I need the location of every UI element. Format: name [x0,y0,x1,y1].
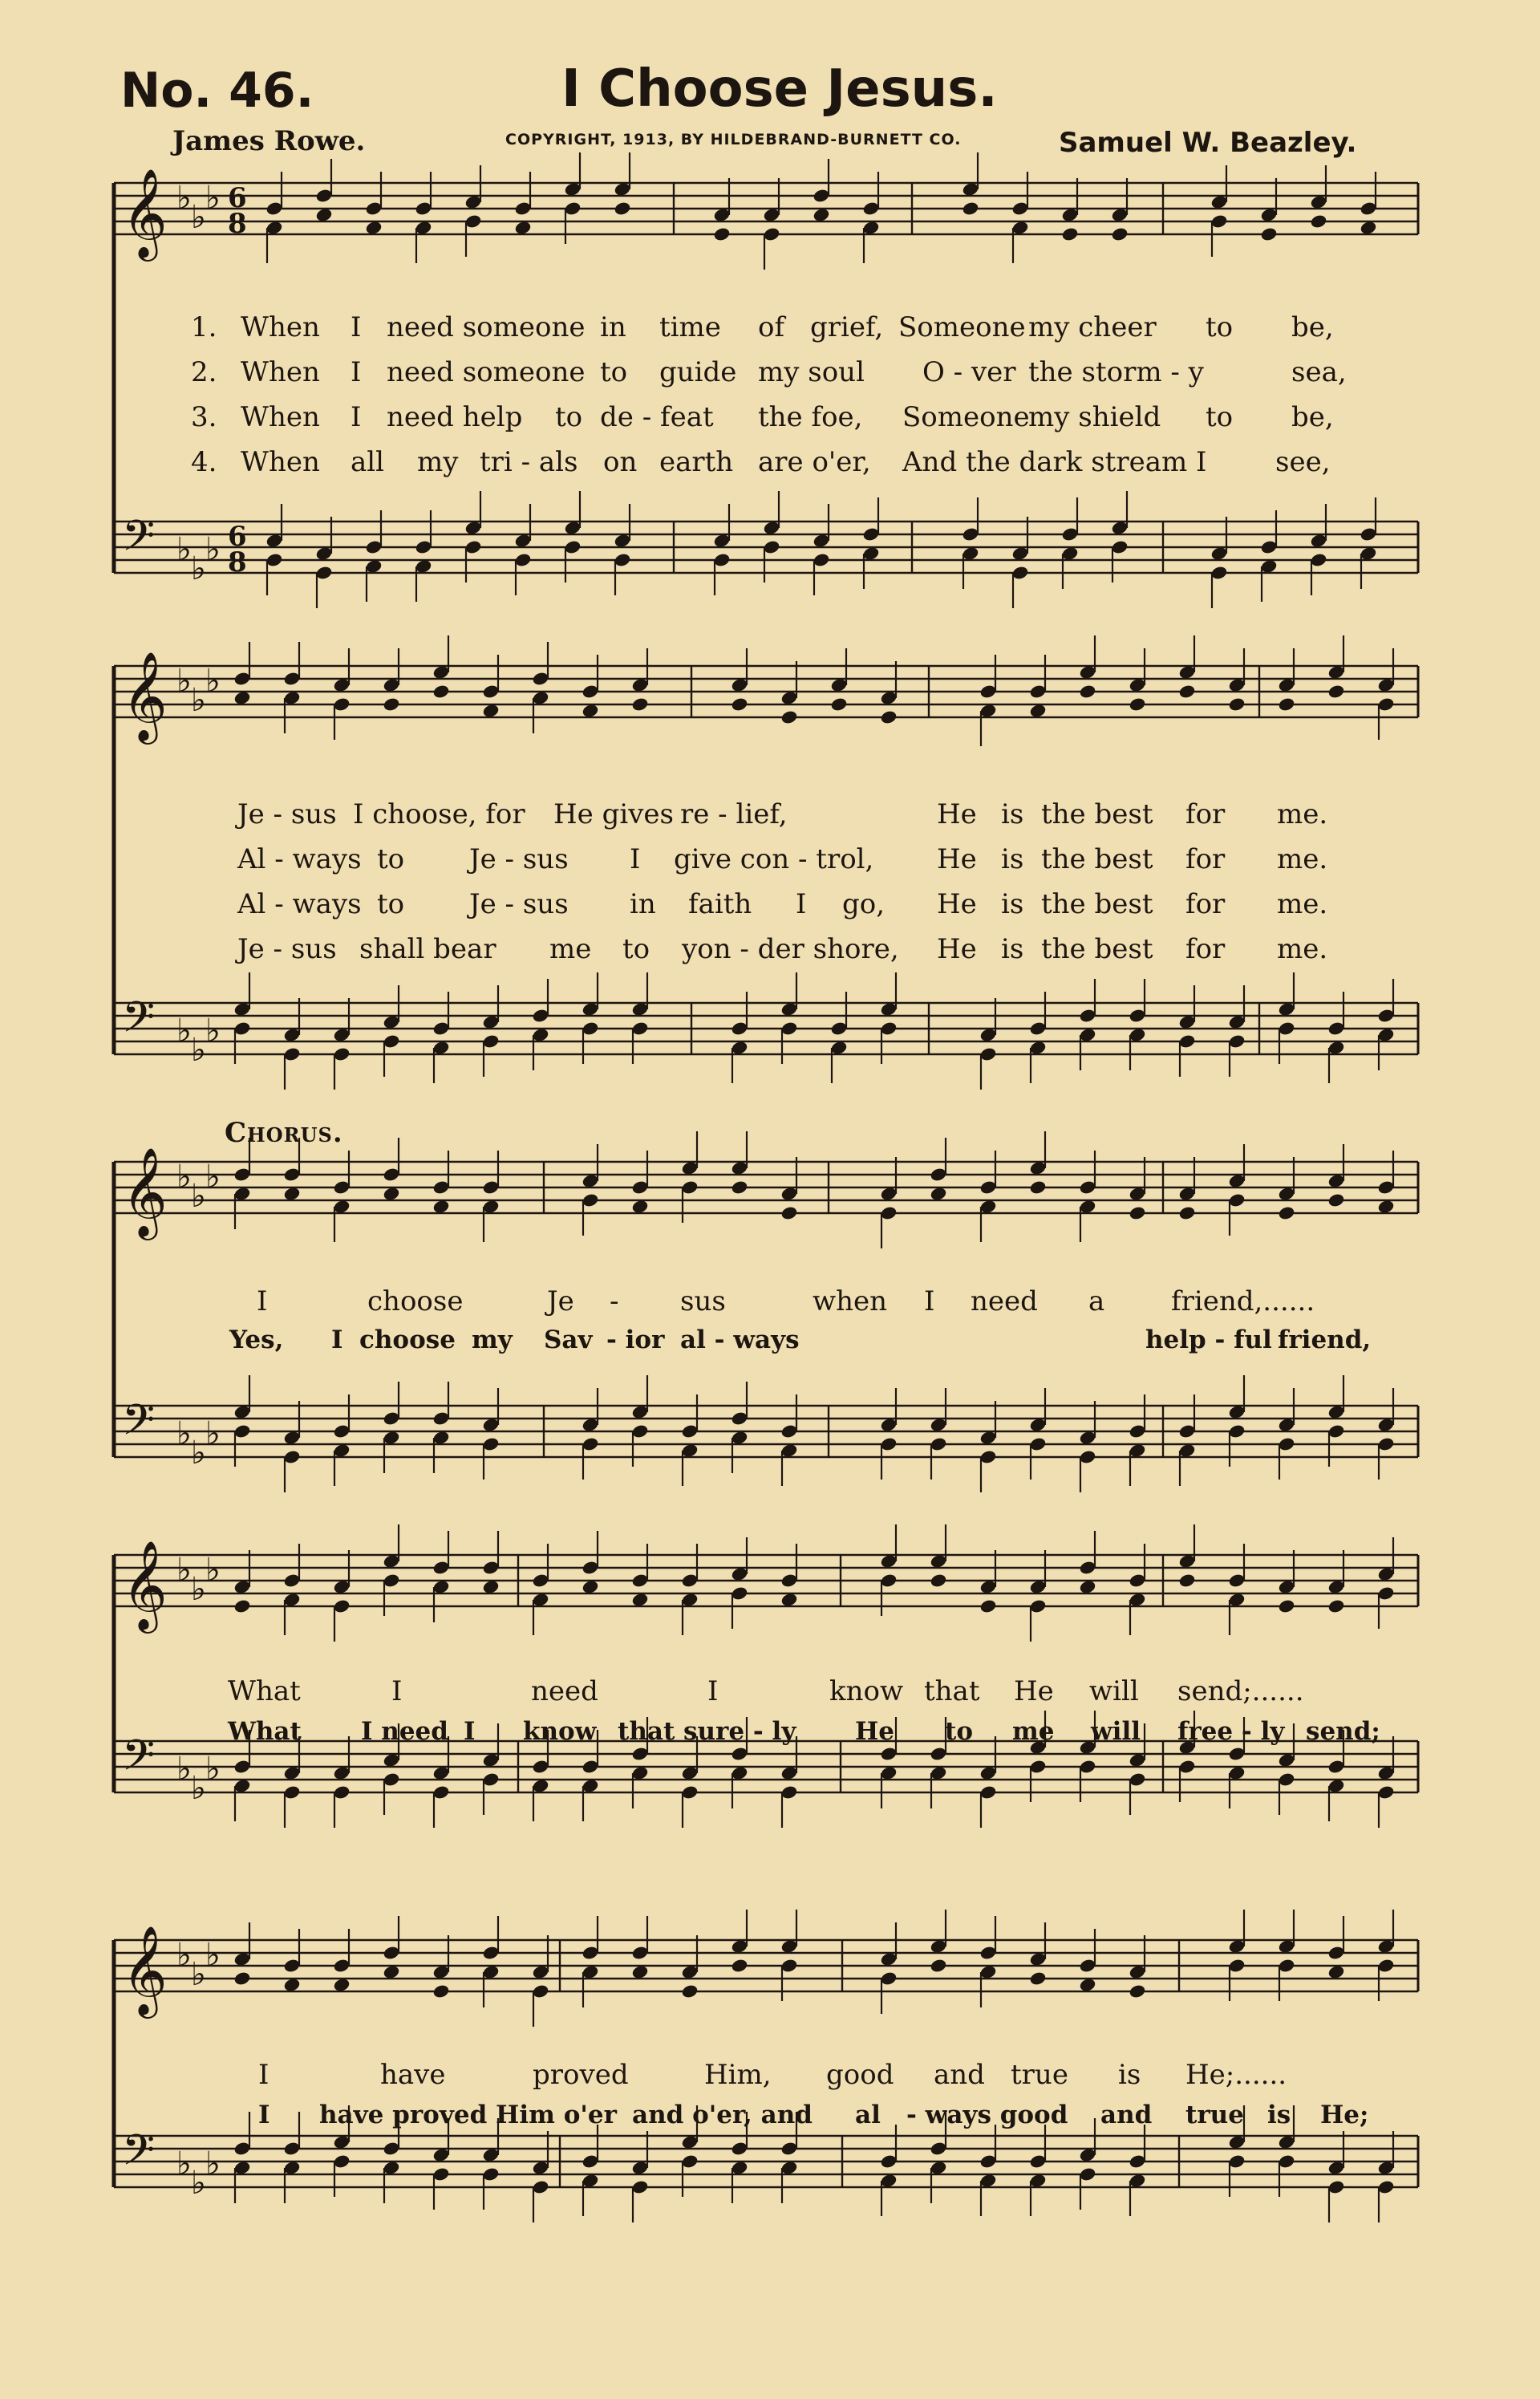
notehead [1178,1205,1197,1221]
notehead [880,709,898,725]
verse-3-system-1: 3. When I need help to de - feat the foe, Someone my shield to be, [191,401,1334,433]
flat-icon: ♭ [176,1013,192,1049]
notehead [962,201,980,217]
treble-clef-icon: 𝄞 [122,1147,168,1236]
chorus-1-lower: Yes, I choose my Sav - ior al - ways help - ful friend, [229,1325,1372,1354]
flat-icon: ♭ [191,1571,206,1608]
flat-icon: ♭ [176,1159,192,1195]
treble-clef-icon: 𝄞 [122,168,168,258]
flat-icon: ♭ [191,682,206,719]
time-signature-top: 6 [228,182,247,214]
notehead [233,1971,252,1987]
copyright-notice: COPYRIGHT, 1913, BY HILDEBRAND-BURNETT CO. [505,131,962,148]
notehead [713,226,732,242]
notehead [979,1598,998,1614]
verse-4-system-1: 4. When all my tri - als on earth are o'er, And the dark stream I see, [191,446,1331,478]
notehead [681,1983,699,1999]
flat-icon: ♭ [176,663,192,700]
notehead [731,1958,749,1974]
verse-2-system-2: Al - ways to Je - sus I give con - trol, He is the best for me. [237,843,1328,875]
flat-icon: ♭ [205,663,221,700]
notehead [1129,1983,1147,1999]
notehead [1260,226,1279,242]
bass-clef-icon: 𝄢 [122,993,156,1053]
treble-clef-icon: 𝄞 [122,1540,168,1630]
notehead [1278,696,1296,712]
flat-icon: ♭ [205,2145,221,2182]
flat-icon: ♭ [205,180,221,217]
notehead [1278,1598,1296,1614]
notehead [930,1958,948,1974]
notehead [1129,1205,1147,1221]
notehead [1327,684,1346,700]
chorus-1-upper: I choose Je - sus when I need a friend,...... [257,1285,1315,1317]
notehead [614,201,632,217]
notehead [1129,696,1147,712]
flat-icon: ♭ [191,2165,206,2202]
flat-icon: ♭ [205,1937,221,1974]
treble-clef-icon: 𝄞 [122,1925,168,2015]
flat-icon: ♭ [191,1435,206,1471]
composer: Samuel W. Beazley. [1059,127,1357,159]
time-signature-top: 6 [228,521,247,553]
flat-icon: ♭ [176,180,192,217]
notehead [383,696,401,712]
notehead [1061,226,1080,242]
flat-icon: ♭ [205,1415,221,1452]
notehead [432,1983,451,1999]
verse-3-system-2: Al - ways to Je - sus in faith I go, He is the best for me. [237,888,1328,920]
bass-clef-icon: 𝄢 [122,1396,156,1455]
verse-4-system-2: Je - sus shall bear me to yon - der shore, He is the best for me. [237,933,1328,965]
flat-icon: ♭ [176,1415,192,1452]
chorus-label: Chorus. [225,1117,343,1149]
time-signature-bottom: 8 [228,546,247,578]
flat-icon: ♭ [191,1956,206,1993]
notehead [1278,1205,1296,1221]
lyricist: James Rowe. [172,125,366,157]
flat-icon: ♭ [205,1552,221,1589]
chorus-3-upper: I have proved Him, good and true is He;...... [258,2059,1287,2091]
notehead [930,1573,948,1589]
flat-icon: ♭ [176,1751,192,1788]
chorus-2-lower: What I need I know that sure - ly He to me will free - ly send; [228,1717,1380,1746]
flat-icon: ♭ [205,1751,221,1788]
notehead [731,696,749,712]
verse-1-system-1: 1. When I need someone in time of grief, Someone my cheer to be, [191,311,1334,343]
notehead [1310,213,1328,229]
notehead [1228,696,1246,712]
hymn-number: No. 46. [120,63,314,119]
hymn-title: I Choose Jesus. [561,59,998,119]
flat-icon: ♭ [191,1032,206,1069]
flat-icon: ♭ [205,531,221,568]
notehead [1079,684,1097,700]
verse-1-system-2: Je - sus I choose, for He gives re - lief, He is the best for me. [237,798,1328,830]
bass-clef-icon: 𝄢 [122,1731,156,1791]
notehead [731,1179,749,1195]
chorus-2-upper: What I need I know that He will send;...... [228,1675,1304,1707]
notehead [1111,226,1129,242]
notehead [1327,1598,1346,1614]
flat-icon: ♭ [205,1013,221,1049]
notehead [1029,1971,1048,1987]
verse-2-system-1: 2. When I need someone to guide my soul O - ver the storm - y sea, [191,356,1347,388]
treble-clef-icon: 𝄞 [122,651,168,741]
chorus-3-lower: I have proved Him o'er and o'er, and al - ways good and true is He; [258,2101,1369,2129]
notehead [1178,684,1197,700]
flat-icon: ♭ [176,531,192,568]
notehead [1029,1179,1048,1195]
time-signature-bottom: 8 [228,208,247,240]
bass-clef-icon: 𝄢 [122,512,156,571]
flat-icon: ♭ [205,1159,221,1195]
flat-icon: ♭ [176,1552,192,1589]
notehead [780,1205,799,1221]
notehead [233,1598,252,1614]
bass-clef-icon: 𝄢 [122,2126,156,2186]
notehead [1178,1573,1197,1589]
notehead [432,684,451,700]
notehead [631,696,650,712]
flat-icon: ♭ [191,1178,206,1215]
flat-icon: ♭ [176,2145,192,2182]
flat-icon: ♭ [191,199,206,236]
notehead [830,696,849,712]
flat-icon: ♭ [191,1770,206,1807]
notehead [780,709,799,725]
flat-icon: ♭ [176,1937,192,1974]
notehead [1327,1192,1346,1208]
flat-icon: ♭ [191,550,206,587]
